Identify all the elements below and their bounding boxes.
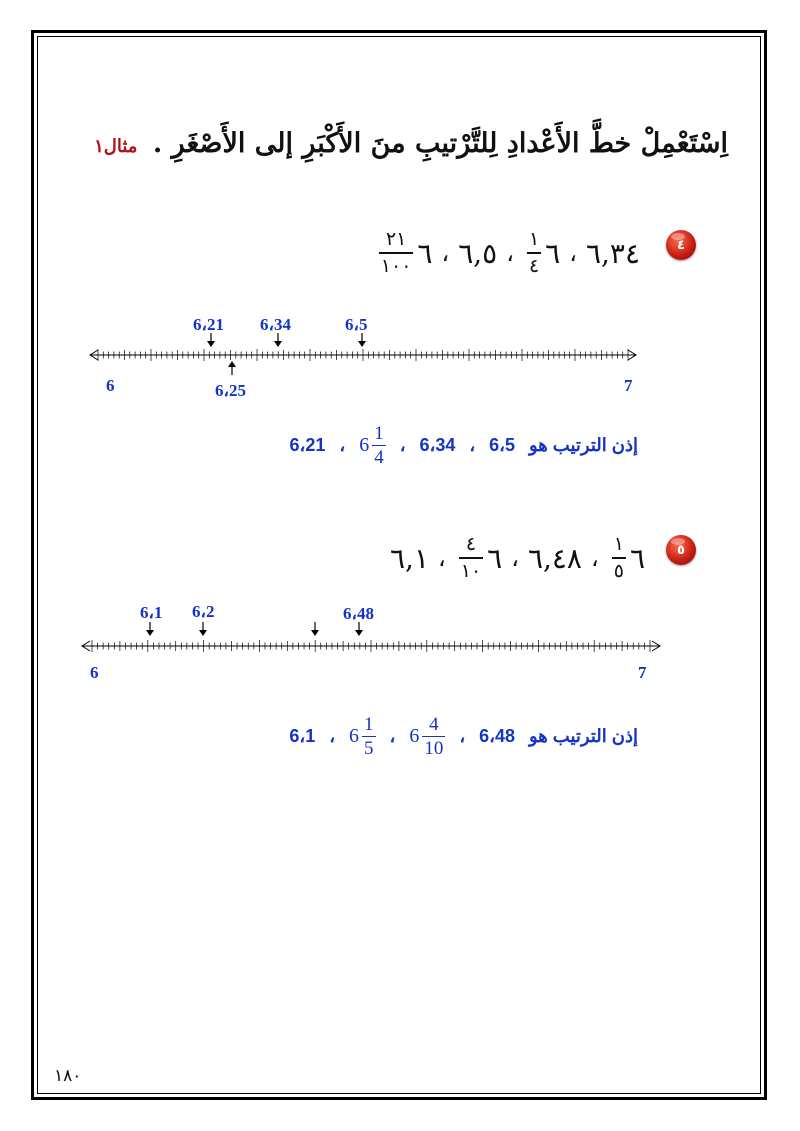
nl2-end-label: 7 (638, 663, 647, 682)
ex4-value-decimal-34: ٦,٣٤ (585, 236, 640, 270)
ex5-value-decimal-1: ٦,١ (390, 541, 429, 575)
number-line-2-axis (82, 640, 660, 652)
ex4-value-decimal-5: ٦,٥ (458, 236, 498, 270)
exercise-4-badge: ٤ (666, 230, 696, 260)
exercise-5-badge: ٥ (666, 535, 696, 565)
nl1-label-6-21: 6،21 (193, 315, 224, 334)
nl2-label-6-2: 6،2 (192, 602, 215, 621)
nl1-label-6-5: 6،5 (345, 315, 368, 334)
exercise-4-answer: إذن الترتيب هو 6،5 ، 6،34 ، 6 $\frac{1}{4}$ ، 6،21 (289, 423, 638, 468)
nl1-label-6-25: 6،25 (215, 381, 246, 400)
example-reference: مثال١ (94, 136, 138, 157)
exercise-5-numbers: ٦ ١ ٥ ، ٦,٤٨ ، ٦ ٤ ١٠ ، ٦,١ (390, 533, 645, 582)
exercise-5-answer: إذن الترتيب هو 6،48 ، 6 $\frac{4}{10}$ ، 6 $\frac{1}{5}$ ، 6،1 (289, 714, 638, 759)
nl2-label-6-1: 6،1 (140, 603, 163, 622)
exercise-4-numbers: ٦,٣٤ ، ٦ ١ ٤ ، ٦,٥ ، ٦ ٢١ ١٠٠ (375, 230, 640, 276)
page-number: ١٨٠ (54, 1066, 82, 1086)
number-line-2-ticks (92, 640, 650, 652)
nl2-start-label: 6 (90, 663, 99, 682)
ex5-mixed-fifth: ٦ ١ ٥ (613, 533, 645, 582)
ex5-answer-mixed-fifth: 6 $\frac{1}{5}$ (349, 714, 374, 759)
number-line-2-markers (146, 622, 363, 636)
ex5-value-decimal-48: ٦,٤٨ (527, 541, 582, 575)
nl2-label-6-48: 6،48 (343, 604, 374, 623)
ex5-mixed-tenths: ٦ ٤ ١٠ (460, 533, 503, 582)
nl1-start-label: 6 (106, 376, 115, 395)
nl1-end-label: 7 (624, 376, 633, 395)
instruction-text: اِسْتَعْمِلْ خطَّ الأَعْدادِ لِلتَّرْتيبِ منَ الأَكْبَرِ إلى الأَصْغَرِ . (152, 128, 728, 159)
ex4-mixed-fraction: ٦ ١ ٤ (528, 228, 561, 277)
nl1-label-6-34: 6،34 (260, 315, 291, 334)
ex4-answer-mixed-fraction: 6 $\frac{1}{4}$ (359, 423, 384, 468)
ex5-answer-mixed-tenths: 6 $\frac{4}{10}$ (409, 714, 444, 759)
ex4-hundredths-fraction: ٦ ٢١ ١٠٠ (380, 228, 433, 277)
